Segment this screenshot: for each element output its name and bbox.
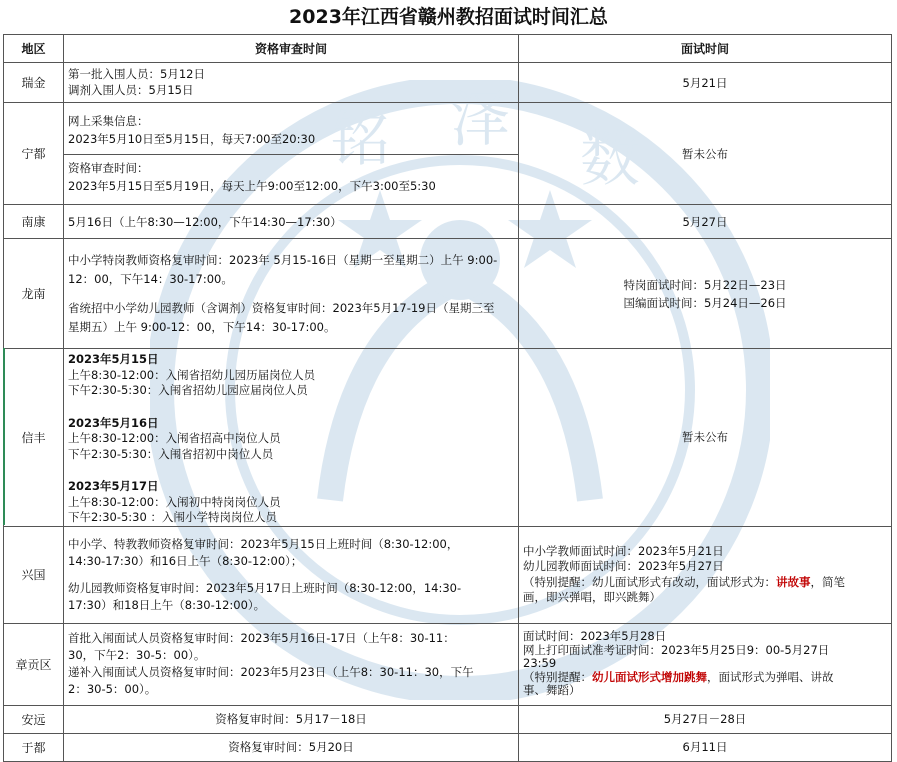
highlight-note: 幼儿面试形式增加跳舞 [592, 670, 707, 684]
table-row [4, 103, 892, 205]
review-cell: 中小学、特教教师资格复审时间：2023年5月15日上班时间（8:30-12:00， 14:30-17:30）和16日上午（8:30-12:00）； 幼儿园教师资格复审时间：2023年5月17日上班时间（8:30-12:00，14:30- 17:30）和18日上午（8:30-12:00）。 [64, 526, 519, 623]
header-review: 资格审查时间 [64, 35, 519, 63]
table-row [4, 239, 892, 349]
table-row [4, 623, 892, 705]
header-interview: 面试时间 [519, 35, 892, 63]
table-row [4, 705, 892, 733]
svg-text:铭: 铭 [330, 105, 390, 175]
table-row [4, 733, 892, 761]
review-cell: 中小学特岗教师资格复审时间：2023年 5月15-16日（星期一至星期二）上午 9:00- 12：00，下午14：30-17:00。 省统招中小学幼儿园教师（含调剂）资格复审时间：2023年5月17-19日（星期三至 星期五）上午 9:00-12：00，下午14：30-17:00。 [64, 239, 519, 349]
table-row [4, 63, 892, 103]
interview-cell: 5月27日－28日 [519, 705, 892, 733]
table-row [4, 349, 892, 527]
review-cell: 资格复审时间：5月20日 [64, 733, 519, 761]
review-cell: 资格复审时间：5月17－18日 [64, 705, 519, 733]
area-cell: 瑞金 [4, 63, 64, 103]
area-cell: 兴国 [4, 526, 64, 623]
highlight-note: 讲故事 [776, 574, 811, 589]
area-cell: 龙南 [4, 239, 64, 349]
interview-cell: 5月21日 [519, 63, 892, 103]
area-cell: 安远 [4, 705, 64, 733]
svg-text:泽: 泽 [450, 85, 510, 155]
area-cell: 章贡区 [4, 623, 64, 705]
interview-cell: 6月11日 [519, 733, 892, 761]
review-cell: 5月16日（上午8:30—12:00，下午14:30—17:30） [64, 205, 519, 239]
review-cell: 2023年5月15日 上午8:30-12:00：入闱省招幼儿园历届岗位人员 下午2:30-5:30：入闱省招幼儿园应届岗位人员 2023年5月16日 上午8:30-12:00：入闱省招高中岗位人员 下午2:30-5:30：入闱省招初中岗位人员 2023年5月17日 上午8:30-12:00：入闱初中特岗岗位人员 下午2:30-5:30 ：入闱小学特岗岗位人员 [64, 349, 519, 527]
page-title: 2023年江西省赣州教招面试时间汇总 [289, 6, 608, 28]
svg-text:数: 数 [580, 125, 640, 195]
area-cell: 信丰 [4, 349, 64, 527]
interview-cell: 特岗面试时间：5月22日—23日 国编面试时间：5月24日—26日 [519, 239, 892, 349]
table-row [4, 526, 892, 623]
interview-cell: 5月27日 [519, 205, 892, 239]
review-cell: 首批入闱面试人员资格复审时间：2023年5月16日-17日（上午8：30-11： 30，下午2：30-5：00）。 递补入闱面试人员资格复审时间：2023年5月23日（上午8：30-11：30，下午 2：30-5：00）。 [64, 623, 519, 705]
schedule-table [3, 34, 892, 762]
interview-cell: 暂未公布 [519, 103, 892, 205]
interview-cell: 中小学教师面试时间：2023年5月21日 幼儿园教师面试时间：2023年5月27日 （特别提醒：幼儿面试形式有改动，面试形式为：讲故事，简笔 画，即兴弹唱，即兴跳舞） [519, 526, 892, 623]
interview-cell: 面试时间：2023年5月28日 网上打印面试准考证时间：2023年5月25日9：00-5月27日 23:59 （特别提醒：幼儿面试形式增加跳舞，面试形式为弹唱、讲故 事、舞蹈） [519, 623, 892, 705]
review-cell: 网上采集信息： 2023年5月10日至5月15日，每天7:00至20:30 资格审查时间： 2023年5月15日至5月19日，每天上午9:00至12:00，下午3:00至5:30 [64, 103, 519, 205]
area-cell: 南康 [4, 205, 64, 239]
area-cell: 宁都 [4, 103, 64, 205]
selection-edge [3, 348, 5, 525]
review-cell: 第一批入围人员：5月12日 调剂入围人员：5月15日 [64, 63, 519, 103]
header-row [4, 35, 892, 63]
table-row [4, 205, 892, 239]
area-cell: 于都 [4, 733, 64, 761]
interview-cell: 暂未公布 [519, 349, 892, 527]
header-area: 地区 [4, 35, 64, 63]
